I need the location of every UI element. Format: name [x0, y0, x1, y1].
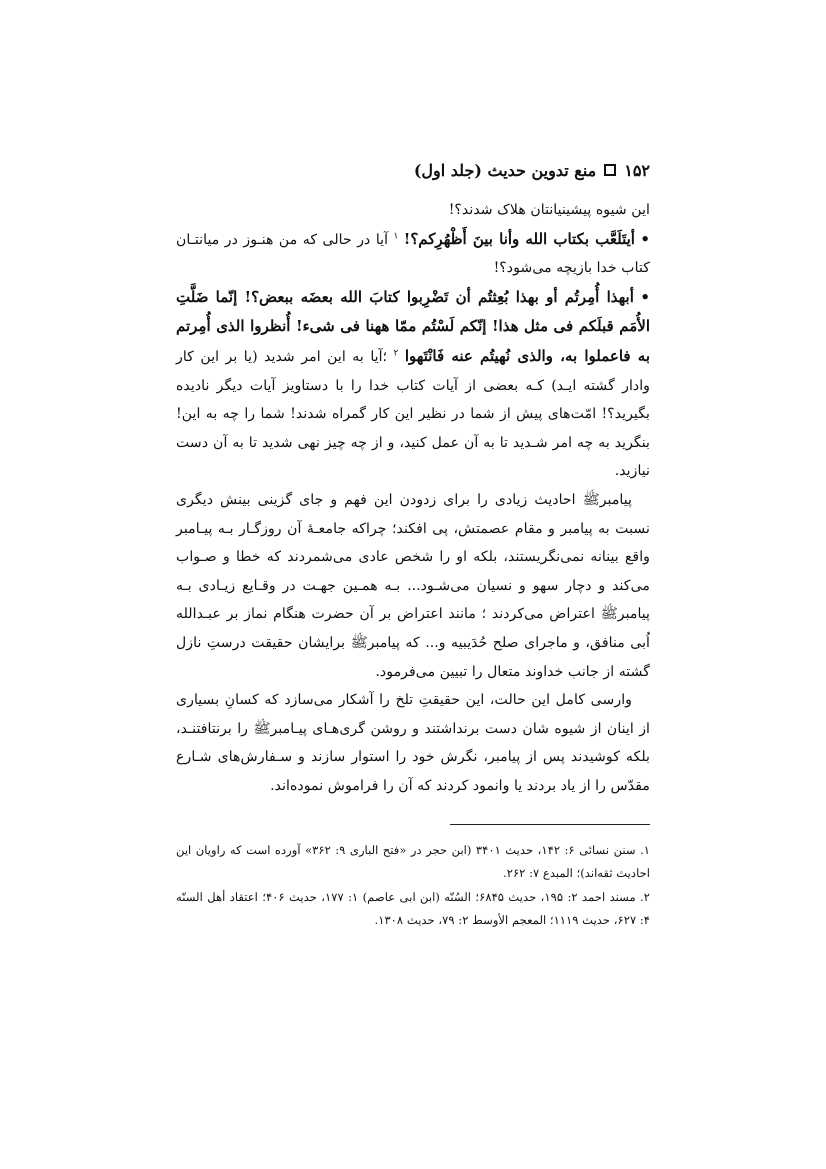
footnote-number: ۲.: [640, 890, 651, 905]
footnote-1: [176, 839, 650, 884]
book-title: منع تدوین حدیث (جلد اول): [413, 160, 597, 180]
footnotes: [176, 839, 650, 931]
running-header: [176, 152, 650, 188]
footnote-text: سنن نسائی ۶: ۱۴۲، حدیث ۳۴۰۱ (ابن حجر در «فتح الباری ۹: ۳۶۲» آورده است که راویان این احادیث ثقه‌اند)؛ المبدع ۷: ۲۶۲.: [176, 843, 650, 880]
arabic-quote-2: أبهذا أُمِرتُم أو بهذا بُعِثتُم أن تَضْرِبوا کتابَ الله بعضَه ببعض؟! إنّما ضَلَّتِ الأُمَم قبلَکم فی مثل هذا! إنّکم لَسْتُم ممّا ههنا فی شیء! أُنظروا الذی أُمِرتم به فاعملوا به، والذی نُهیتُم عنه فَانْتَهوا: [176, 287, 650, 365]
page-number: ۱۵۲: [624, 160, 650, 180]
paragraph-intro: این شیوه پیشینیانتان هلاک شدند؟!: [448, 202, 650, 218]
hadith-quote-2: [176, 283, 650, 486]
footnote-divider: [450, 824, 650, 825]
bullet-icon: •: [640, 229, 650, 248]
footnote-text: مسند احمد ۲: ۱۹۵، حدیث ۶۸۴۵؛ السُنّه (ابن ابی عاصم) ۱: ۱۷۷، حدیث ۴۰۶؛ اعتقاد أهل السنّه ۴: ۶۲۷، حدیث ۱۱۱۹؛ المعجم الأوسط ۲: ۷۹، حدیث ۱۳۰۸.: [176, 890, 650, 927]
paragraph-2: پیامبرﷺ احادیث زیادی را برای زدودن این فهم و جای گزینی بینش دیگری نسبت به پیامبر و مقام عصمتش، پی افکند؛ چراکه جامعـهٔ آن روزگـار بـه پیـامبر واقع بینانه نمی‌نگریستند، بلکه او را شخص عادی می‌شمردند که خطا و صـواب می‌کند و دچار سهو و نسیان می‌شـود... بـه همـین جهـت در وقـایع زیـادی بـه پیامبرﷺ اعتراض می‌کردند ؛ مانند اعتراض بر آن حضرت هنگام نماز بر عبـدالله اُبی منافق، و ماجرای صلح حُدَیبیه و... که پیامبرﷺ برایشان حقیقت درستِ نازل گشته از جانب خداوند متعال را تبیین می‌فرمود.: [176, 491, 651, 680]
bullet-icon: •: [640, 287, 651, 306]
footnote-number: ۱.: [640, 843, 651, 858]
arabic-quote-1: أیتَلَعَّب بکتاب الله وأنا بینَ أَظْهُرِکم؟!: [403, 229, 635, 248]
footnote-ref-1[interactable]: ۱: [393, 230, 399, 241]
hadith-quote-1: [176, 225, 650, 283]
book-page: [176, 152, 650, 933]
footnote-ref-2[interactable]: ۲: [393, 348, 399, 359]
footnote-2: [176, 886, 650, 931]
body-text: [176, 196, 650, 800]
square-ornament-icon: [604, 164, 616, 176]
persian-translation-2: ؛آیا به این امر شدید (یا بر این کار وادار گشته ایـد) کـه بعضی از آیات کتاب خدا را با دستاویز آیات دیگر نادیده بگیرید؟! امّت‌های پیش از شما در نظیر این کار گمراه شدند! شما را چه به این! بنگرید به چه امر شـدید تا به آن عمل کنید، و از چه چیز نهی شدید تا به آن دست نیازید.: [176, 348, 650, 480]
paragraph-3: وارسی کامل این حالت، این حقیقتِ تلخ را آشکار می‌سازد که کسانِ بسیاری از اینان از شیوه شان دست برنداشتند و روشن گری‌هـای پیـامبرﷺ را برنتافتنـد، بلکه کوشیدند پس از پیامبر، نگرش خود را استوار سازند و سـفارش‌های شـارع مقدّس را از یاد بردند یا وانمود کردند که آن را فراموش نموده‌اند.: [176, 692, 650, 794]
persian-translation-1: آیا در حالی که من هنـوز در میانتـان کتاب خدا بازیچه می‌شود؟!: [176, 231, 650, 277]
